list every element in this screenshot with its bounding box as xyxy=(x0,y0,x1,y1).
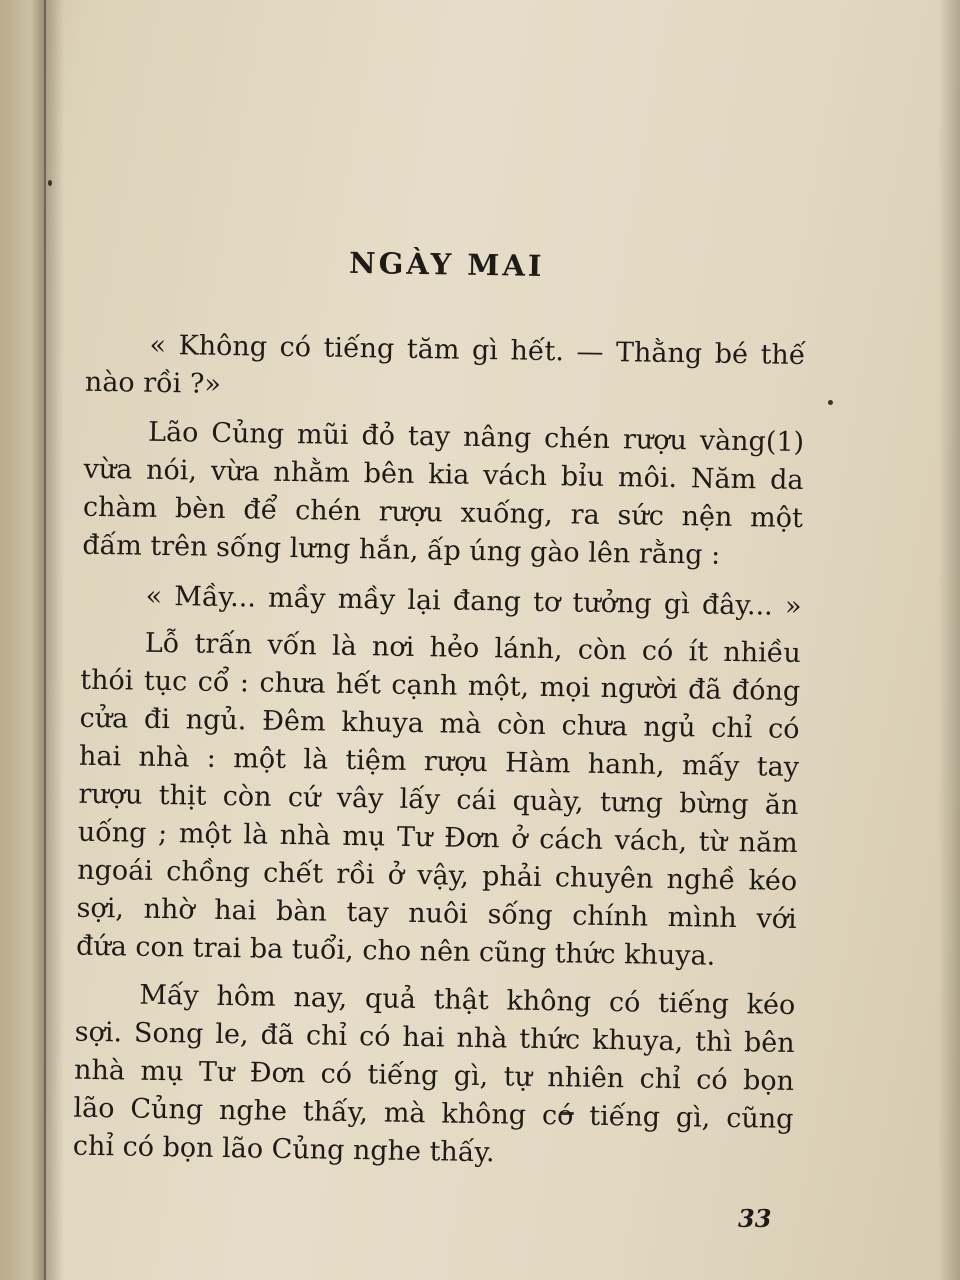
previous-page-edge xyxy=(0,0,46,1280)
text-line: Lão Củng mũi đỏ tay nâng chén rượu vàng(1) xyxy=(147,416,805,459)
text-line: thói tục cổ : chưa hết cạnh một, mọi người đã đóng xyxy=(80,664,801,708)
text-line: « Không có tiếng tăm gì hết. — Thằng bé thế xyxy=(149,329,806,372)
ink-speck xyxy=(828,400,833,405)
page-edge-shadow xyxy=(938,0,960,1280)
text-line: chàm bèn để chén rượu xuống, ra sức nện một xyxy=(82,491,804,535)
page-text-block xyxy=(72,0,811,1169)
text-line: uống ; một là nhà mụ Tư Đơn ở cách vách, từ năm xyxy=(77,816,799,860)
text-line: vừa nói, vừa nhằm bên kia vách bỉu môi. Năm da xyxy=(83,453,804,497)
page-number: 33 xyxy=(738,1204,772,1233)
ink-speck xyxy=(48,180,52,186)
text-line: « Mầy... mầy mầy lại đang tơ tưởng gì đây... » xyxy=(145,580,802,623)
text-line: sợi, nhờ hai bàn tay nuôi sống chính mình với xyxy=(76,892,797,935)
text-line: nhà mụ Tư Đơn có tiếng gì, tự nhiên chỉ có bọn xyxy=(73,1054,795,1097)
text-line: hai nhà : một là tiệm rượu Hàm hanh, mấy tay xyxy=(78,740,800,784)
chapter-title: NGÀY MAI xyxy=(348,245,545,283)
text-line: chỉ có bọn lão Củng nghe thấy. xyxy=(72,1130,495,1169)
text-line: cửa đi ngủ. Đêm khuya mà còn chưa ngủ chỉ có xyxy=(79,702,800,746)
text-line: nào rồi ?» xyxy=(84,366,222,400)
text-line: sợi. Song le, đã chỉ có hai nhà thức khuya, thì bên xyxy=(74,1016,795,1059)
text-line: đấm trên sống lưng hắn, ấp úng gào lên rằng : xyxy=(82,529,721,571)
text-line: Mấy hôm nay, quả thật không có tiếng kéo xyxy=(139,979,796,1021)
text-line: ngoái chồng chết rồi ở vậy, phải chuyên nghề kéo xyxy=(77,854,798,898)
gutter-shadow xyxy=(46,0,64,1280)
text-line: lão Củng nghe thấy, mà không có tiếng gì, cũng xyxy=(73,1092,794,1135)
text-line: đứa con trai ba tuổi, cho nên cũng thức khuya. xyxy=(75,930,716,972)
text-line: rượu thịt còn cứ vây lấy cái quày, tưng bừng ăn xyxy=(78,778,799,822)
text-line: Lỗ trấn vốn là nơi hẻo lánh, còn có ít nhiều xyxy=(144,627,802,670)
